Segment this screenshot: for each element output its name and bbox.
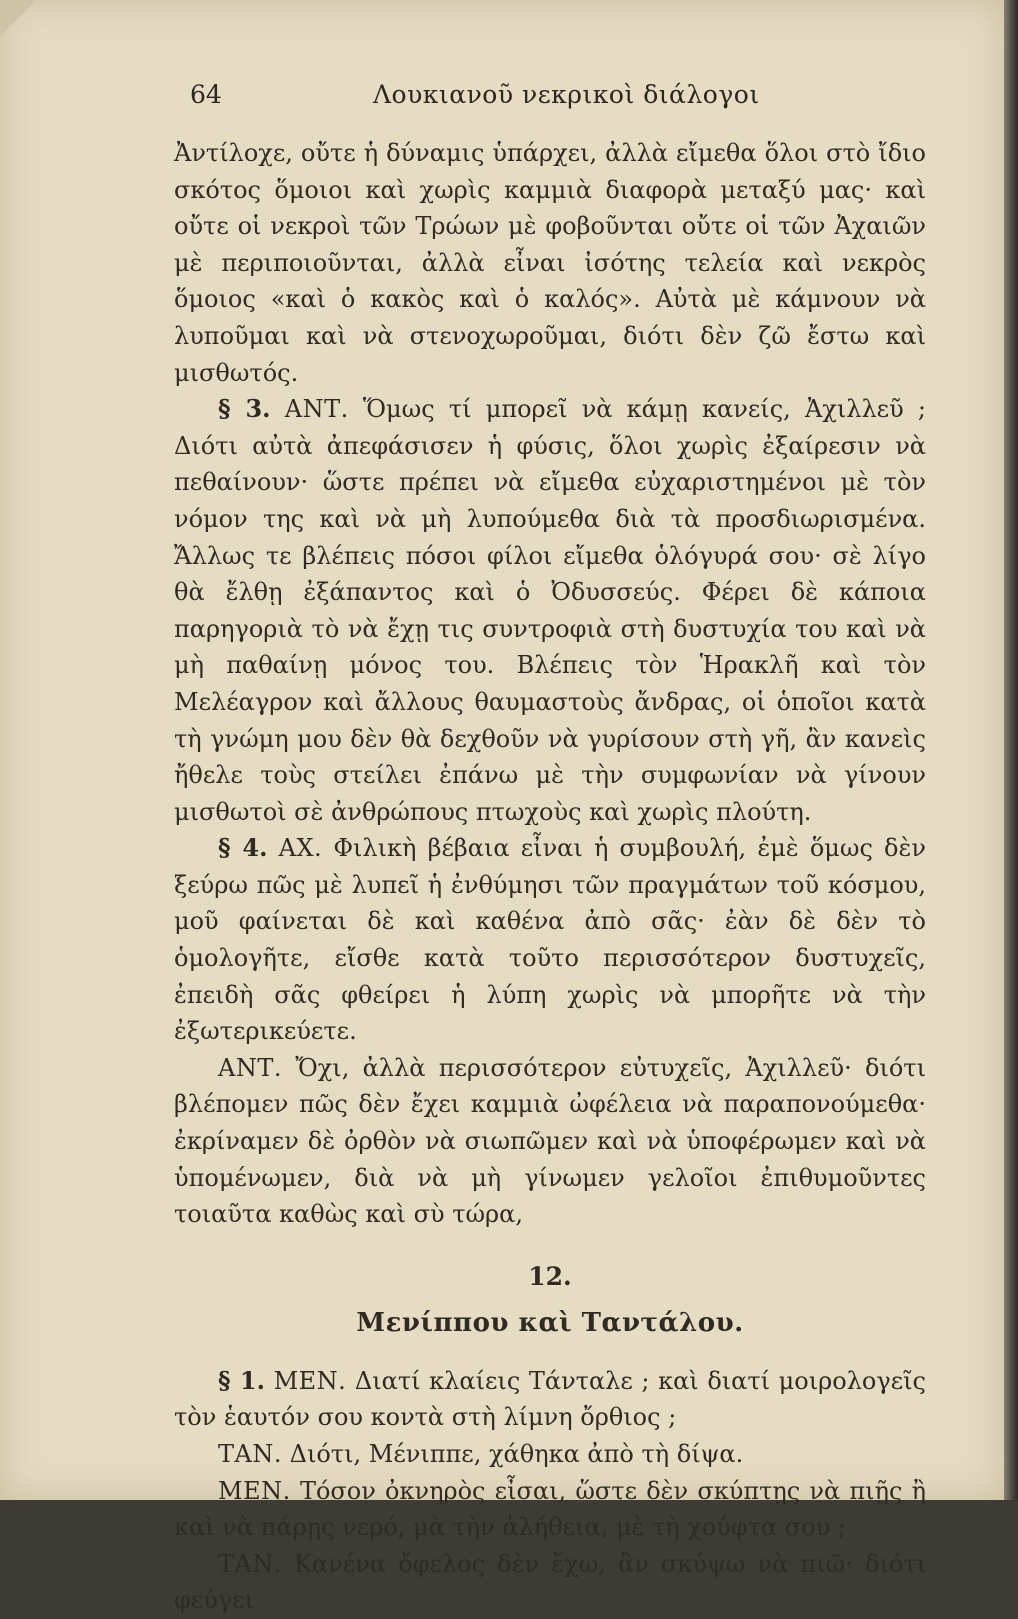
speaker-label: ΤΑΝ. — [218, 1440, 282, 1468]
section-mark: § 1. — [218, 1365, 265, 1395]
speaker-label: ΜΕΝ. — [273, 1366, 347, 1395]
dialogue-text: Διατί κλαίεις Τάνταλε ; καὶ διατί μοιρολογεῖς τὸν ἑαυτόν σου κοντὰ στὴ λίμνη ὄρθιος ; — [174, 1366, 926, 1432]
speaker-label: ΑΝΤ. — [284, 395, 349, 424]
book-spine — [1004, 0, 1018, 1500]
chapter-title: Μενίππου καὶ Ταντάλου. — [356, 1307, 744, 1338]
paragraph — [174, 1050, 926, 1233]
paragraph — [174, 830, 926, 1050]
dialogue-line — [174, 1473, 926, 1546]
dialogue-text: Διότι, Μένιππε, χάθηκα ἀπὸ τὴ δίψα. — [289, 1440, 744, 1468]
paragraph: Ἀντίλοχε, οὔτε ἡ δύναμις ὑπάρχει, ἀλλὰ εἴμεθα ὅλοι στὸ ἴδιο σκότος ὅμοιοι καὶ χωρὶς καμμιὰ διαφορὰ μεταξύ μας· καὶ οὔτε οἱ νεκροὶ τῶν Τρώων μὲ φοβοῦνται οὔτε οἱ τῶν Ἀχαιῶν μὲ περιποιοῦνται, ἀλλὰ εἶναι ἰσότης τελεία καὶ νεκρὸς ὅμοιος «καὶ ὁ κακὸς καὶ ὁ καλός». Αὐτὰ μὲ κάμνουν νὰ λυποῦμαι καὶ νὰ στενοχωροῦμαι, διότι δὲν ζῶ ἔστω καὶ μισθωτός. — [174, 139, 926, 387]
main-text — [174, 135, 926, 1619]
section-mark: § 3. — [218, 394, 271, 424]
chapter-number: 12. — [528, 1261, 572, 1291]
page-header — [190, 80, 930, 120]
page-number: 64 — [190, 80, 222, 109]
page-corner-fold — [0, 0, 40, 40]
running-title: Λουκιανοῦ νεκρικοὶ διάλογοι — [373, 80, 760, 109]
speaker-label: ΜΕΝ. — [218, 1476, 291, 1505]
dialogue-line — [174, 1436, 926, 1473]
dialogue-line — [174, 1363, 926, 1436]
paragraph-text: Φιλικὴ βέβαια εἶναι ἡ συμβουλή, ἐμὲ ὅμως δὲν ξεύρω πῶς μὲ λυπεῖ ἡ ἐνθύμησι τῶν πραγμάτων τοῦ κόσμου, μοῦ φαίνεται δὲ καὶ καθένα ἀπὸ σᾶς· ἐὰν δὲ δὲν τὸ ὁμολογῆτε, εἴσθε κατὰ τοῦτο περισσότερον δυστυχεῖς, ἐπειδὴ σᾶς φθείρει ἡ λύπη χωρὶς νὰ μπορῆτε νὰ τὴν ἐξωτερικεύετε. — [174, 834, 926, 1046]
speaker-label: ΤΑΝ. — [218, 1549, 282, 1578]
dialogue-text: Τόσον ὀκνηρὸς εἶσαι, ὥστε δὲν σκύπτῃς νὰ πιῇς ἢ καὶ νὰ πάρῃς νερό, μὰ τὴν ἀλήθεια, μὲ τὴ χούφτα σου ; — [174, 1476, 926, 1542]
paragraph-text: Ὄχι, ἀλλὰ περισσότερον εὐτυχεῖς, Ἀχιλλεῦ· διότι βλέπομεν πῶς δὲν ἔχει καμμιὰ ὠφέλεια νὰ παραπονούμεθα· ἐκρίναμεν δὲ ὀρθὸν νὰ σιωπῶμεν καὶ νὰ ὑποφέρωμεν καὶ νὰ ὑπομένωμεν, διὰ νὰ μὴ γίνωμεν γελοῖοι ἐπιθυμοῦντες τοιαῦτα καθὼς καὶ σὺ τώρα, — [174, 1053, 926, 1229]
dialogue-line — [174, 1546, 926, 1619]
speaker-label: ΑΝΤ. — [218, 1053, 282, 1082]
dialogue-text: Κανένα ὄφελος δὲν ἔχω, ἂν σκύψω νὰ πιῶ· διότι φεύγει — [174, 1549, 926, 1615]
section-mark: § 4. — [218, 833, 268, 863]
speaker-label: ΑΧ. — [278, 834, 323, 863]
paragraph-text: Ὅμως τί μπορεῖ νὰ κάμῃ κανείς, Ἀχιλλεῦ ; Διότι αὐτὰ ἀπεφάσισεν ἡ φύσις, ὅλοι χωρὶς ἐξαίρεσιν νὰ πεθαίνουν· ὥστε πρέπει νὰ εἴμεθα εὐχαριστημένοι μὲ τὸν νόμον της καὶ νὰ μὴ λυπούμεθα διὰ τὰ προσδιωρισμένα. Ἄλλως τε βλέπεις πόσοι φίλοι εἴμεθα ὁλόγυρά σου· σὲ λίγο θὰ ἔλθῃ ἐξάπαντος καὶ ὁ Ὀδυσσεύς. Φέρει δὲ κάποια παρηγοριὰ τὸ νὰ ἔχῃ τις συντροφιὰ στὴ δυστυχία του καὶ νὰ μὴ παθαίνῃ μόνος του. Βλέπεις τὸν Ἡρακλῆ καὶ τὸν Μελέαγρον καὶ ἄλλους θαυμαστοὺς ἄνδρας, οἱ ὁποῖοι κατὰ τὴ γνώμη μου δὲν θὰ δεχθοῦν νὰ γυρίσουν στὴ γῆ, ἂν κανεὶς ἤθελε τοὺς στείλει ἐπάνω μὲ τὴν συμφωνίαν νὰ γίνουν μισθωτοὶ σὲ ἀνθρώπους πτωχοὺς καὶ χωρὶς πλούτη. — [174, 395, 926, 826]
paragraph — [174, 391, 926, 830]
